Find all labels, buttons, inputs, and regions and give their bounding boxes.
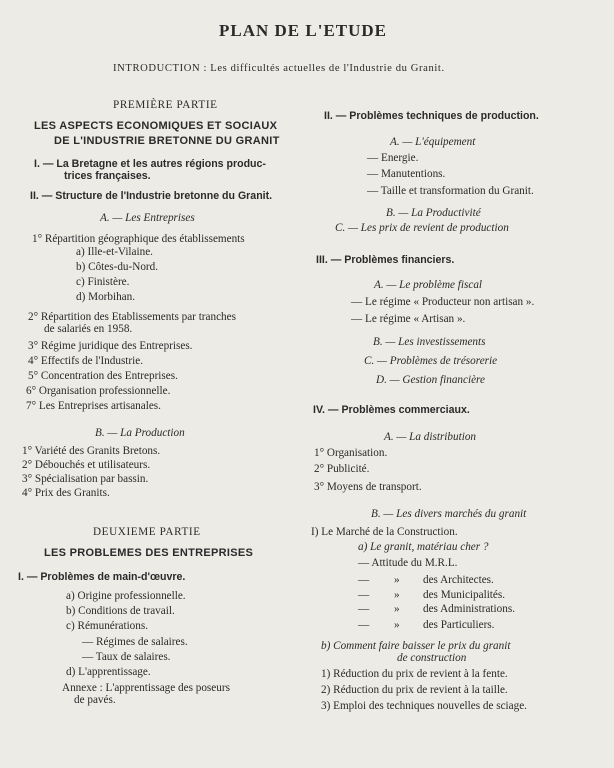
list-item: 3° Spécialisation par bassin.	[22, 473, 149, 485]
list-item: — Le régime « Artisan ».	[351, 313, 466, 325]
list-item: des Administrations.	[423, 603, 515, 615]
ditto-mark: »	[394, 603, 400, 615]
list-item: 1) Réduction du prix de revient à la fente.	[321, 668, 508, 680]
list-item: des Architectes.	[423, 574, 494, 586]
list-item: — Taux de salaires.	[82, 651, 171, 663]
list-item: 2) Réduction du prix de revient à la taille.	[321, 684, 508, 696]
list-item: 7° Les Entreprises artisanales.	[26, 400, 161, 412]
list-item: — Energie.	[367, 152, 419, 164]
list-item: 4° Effectifs de l'Industrie.	[28, 355, 144, 367]
part1-title-line1: LES ASPECTS ECONOMIQUES ET SOCIAUX	[34, 120, 278, 132]
list-item: 5° Concentration des Entreprises.	[28, 370, 178, 382]
subheading-marches: B. — Les divers marchés du granit	[371, 508, 527, 520]
subheading-prix-revient: C. — Les prix de revient de production	[335, 222, 509, 234]
subheading-fiscal: A. — Le problème fiscal	[374, 279, 483, 291]
section-main-oeuvre: I. — Problèmes de main-d'œuvre.	[18, 571, 186, 583]
list-item: b) Conditions de travail.	[66, 605, 175, 617]
list-item: — Attitude du M.R.L.	[358, 557, 458, 569]
part1-label: PREMIÈRE PARTIE	[113, 99, 218, 111]
section-techniques: II. — Problèmes techniques de production.	[324, 110, 539, 122]
list-item: d) L'apprentissage.	[66, 666, 151, 678]
ditto-mark: »	[394, 589, 400, 601]
subheading-productivite: B. — La Productivité	[386, 207, 481, 219]
introduction: INTRODUCTION : Les difficultés actuelles de l'Industrie du Granit.	[113, 63, 445, 74]
list-item: 2° Débouchés et utilisateurs.	[22, 459, 151, 471]
section-i-line2: trices françaises.	[64, 170, 151, 182]
list-item: 3) Emploi des techniques nouvelles de sciage.	[321, 700, 527, 712]
section-i-line1: I. — La Bretagne et les autres régions produc-	[34, 158, 266, 170]
list-item: c) Finistère.	[76, 276, 130, 288]
list-item: 3° Régime juridique des Entreprises.	[28, 340, 193, 352]
part2-title: LES PROBLEMES DES ENTREPRISES	[44, 547, 254, 559]
part2-label: DEUXIEME PARTIE	[93, 526, 201, 538]
list-item: 1° Répartition géographique des établissements	[32, 233, 245, 245]
list-item: de construction	[397, 652, 467, 664]
subheading-tresorerie: C. — Problèmes de trésorerie	[364, 355, 498, 367]
subheading-entreprises: A. — Les Entreprises	[100, 212, 195, 224]
section-financiers: III. — Problèmes financiers.	[316, 254, 455, 266]
dash-mark: —	[358, 603, 370, 615]
list-item: 4° Prix des Granits.	[22, 487, 110, 499]
section-commerciaux: IV. — Problèmes commerciaux.	[313, 404, 470, 416]
list-item: a) Le granit, matériau cher ?	[358, 541, 489, 553]
list-item: des Particuliers.	[423, 619, 495, 631]
list-item: 2° Répartition des Etablissements par tranches	[28, 311, 236, 323]
list-item: — Manutentions.	[367, 168, 446, 180]
list-item: c) Rémunérations.	[66, 620, 149, 632]
ditto-mark: »	[394, 619, 400, 631]
list-item: de salariés en 1958.	[44, 323, 133, 335]
dash-mark: —	[358, 589, 370, 601]
part1-title-line2: DE L'INDUSTRIE BRETONNE DU GRANIT	[54, 135, 280, 147]
list-item: 1° Organisation.	[314, 447, 388, 459]
list-item: I) Le Marché de la Construction.	[311, 526, 458, 538]
list-item: 6° Organisation professionnelle.	[26, 385, 171, 397]
list-item: 3° Moyens de transport.	[314, 481, 422, 493]
list-item: — Régimes de salaires.	[82, 636, 188, 648]
list-item: d) Morbihan.	[76, 291, 136, 303]
list-item: des Municipalités.	[423, 589, 506, 601]
list-item: 2° Publicité.	[314, 463, 370, 475]
ditto-mark: »	[394, 574, 400, 586]
subheading-production: B. — La Production	[95, 427, 185, 439]
list-item: 1° Variété des Granits Bretons.	[22, 445, 161, 457]
section-ii: II. — Structure de l'Industrie bretonne du Granit.	[30, 190, 273, 202]
subheading-investissements: B. — Les investissements	[373, 336, 486, 348]
subheading-equipement: A. — L'équipement	[390, 136, 476, 148]
list-item: b) Côtes-du-Nord.	[76, 261, 159, 273]
list-item: — Le régime « Producteur non artisan ».	[351, 296, 535, 308]
list-item: b) Comment faire baisser le prix du granit	[321, 640, 511, 652]
list-item: — Taille et transformation du Granit.	[367, 185, 534, 197]
page-title: PLAN DE L'ETUDE	[219, 21, 388, 40]
subheading-distribution: A. — La distribution	[384, 431, 477, 443]
list-item: a) Origine professionnelle.	[66, 590, 186, 602]
subheading-gestion: D. — Gestion financière	[376, 374, 485, 386]
dash-mark: —	[358, 574, 370, 586]
annexe-line1: Annexe : L'apprentissage des poseurs	[62, 682, 230, 694]
dash-mark: —	[358, 619, 370, 631]
list-item: a) Ille-et-Vilaine.	[76, 246, 153, 258]
annexe-line2: de pavés.	[74, 694, 116, 706]
